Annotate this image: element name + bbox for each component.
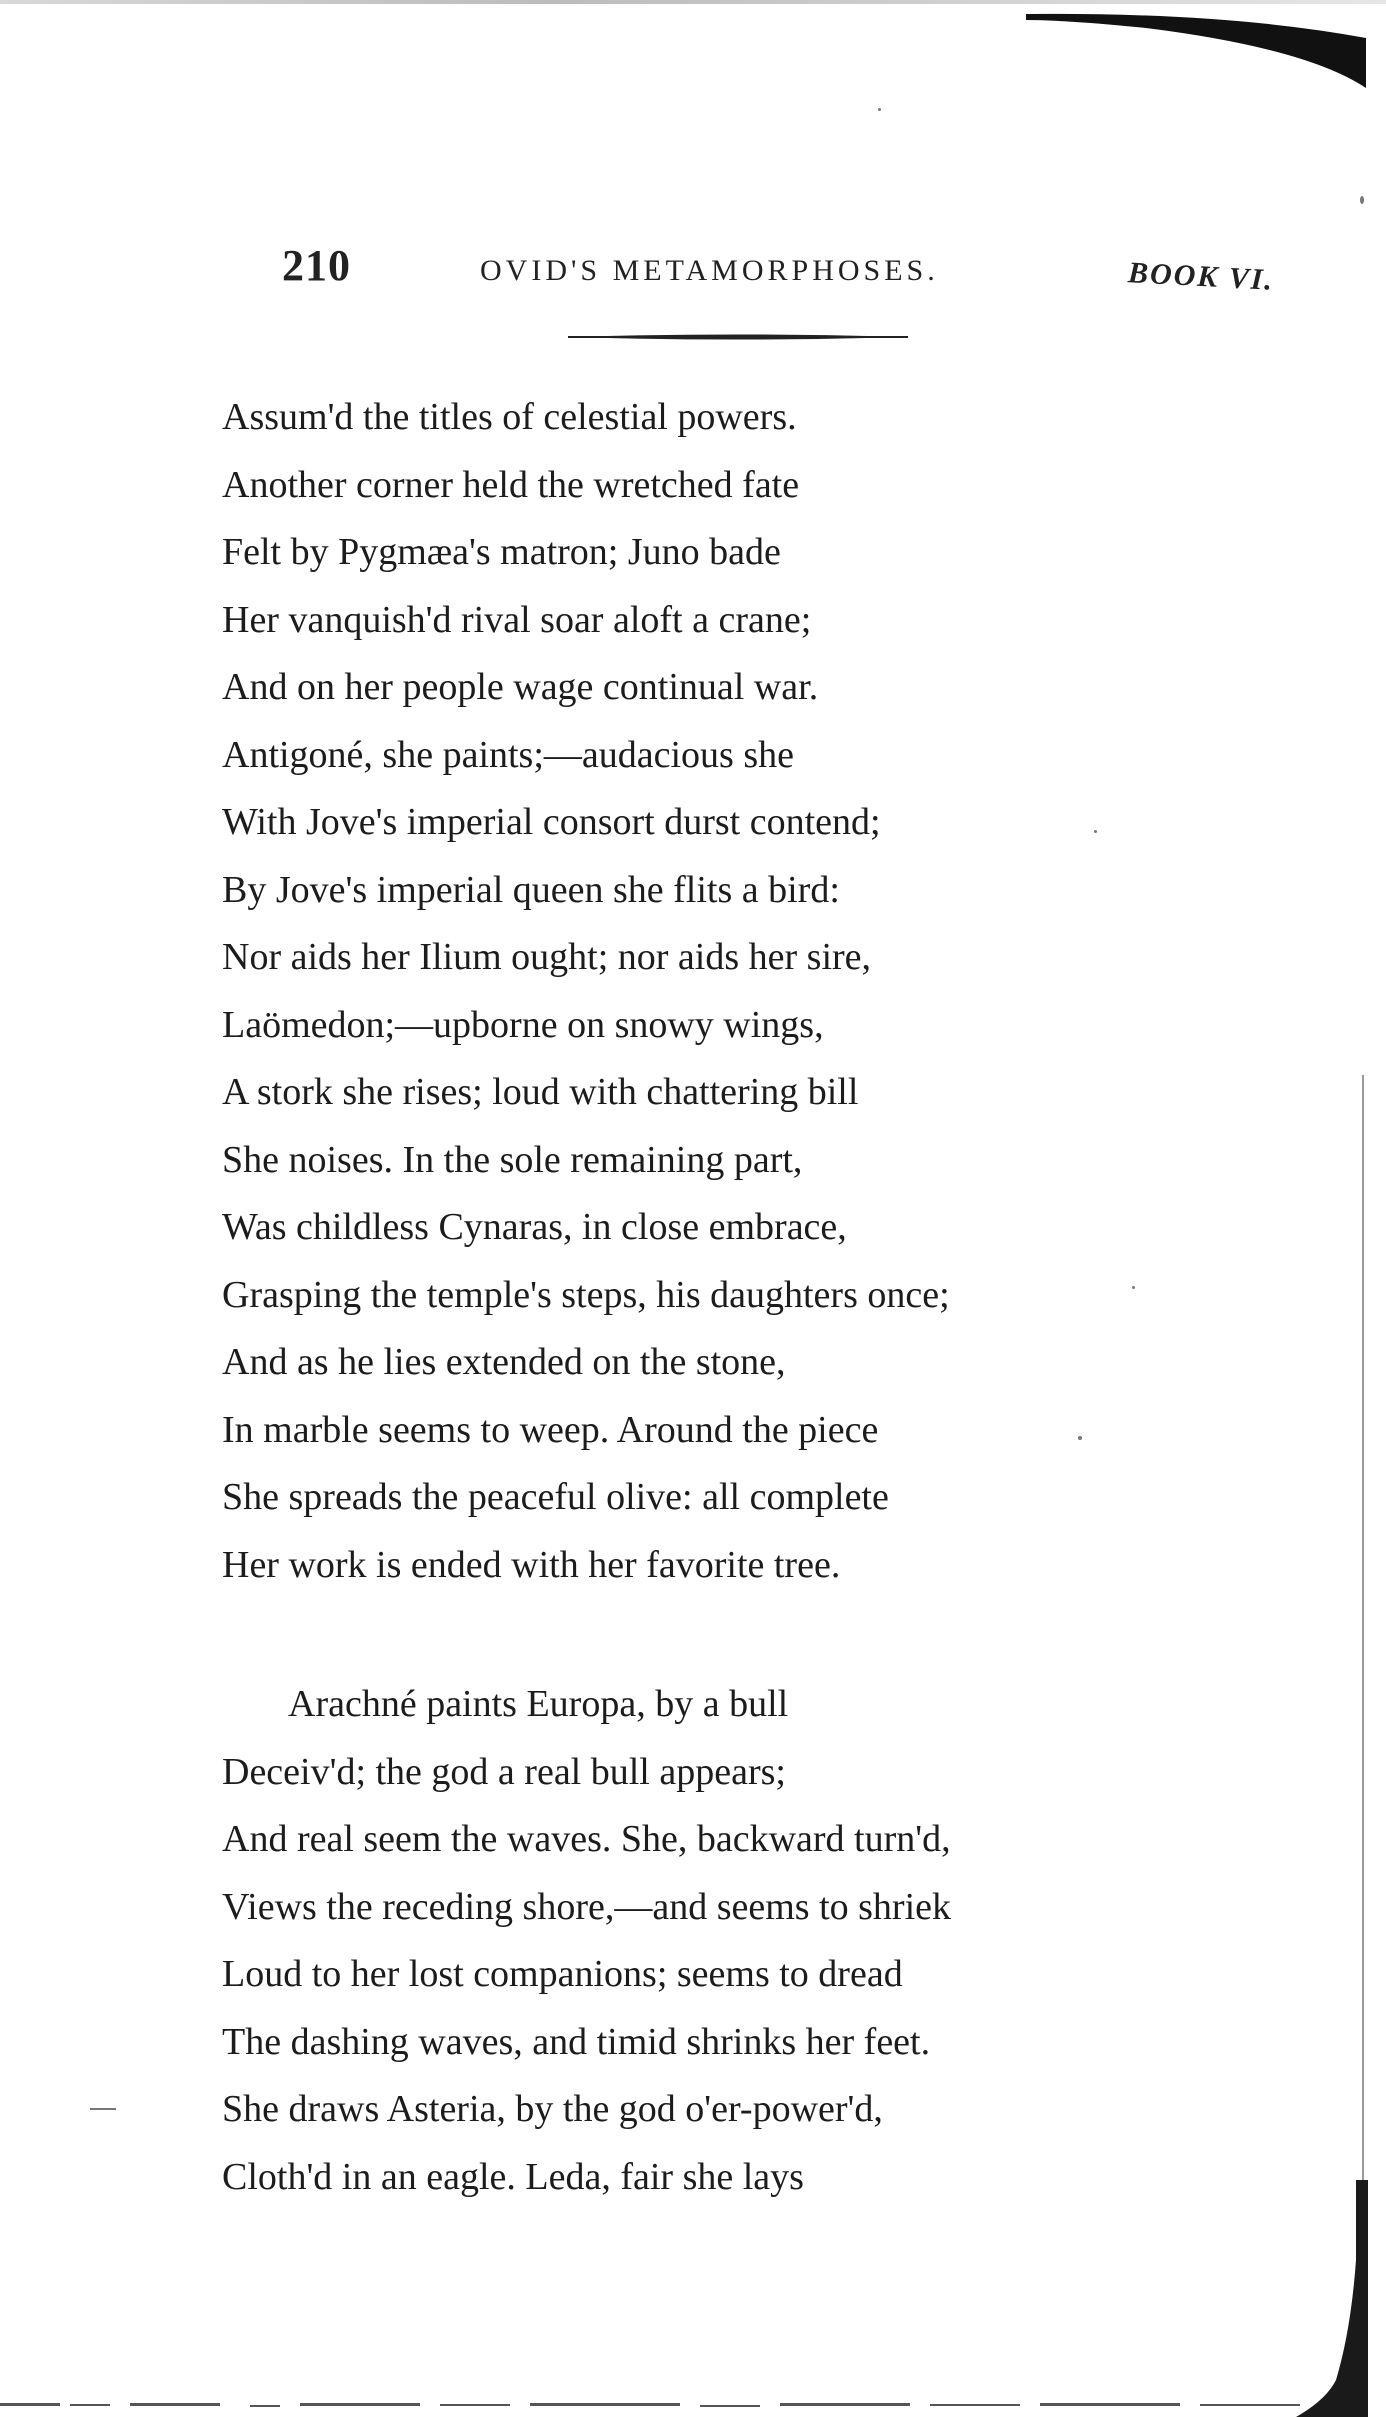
verse-line: Views the receding shore,—and seems to shriek <box>222 1885 952 1928</box>
verse-line: Her work is ended with her favorite tree. <box>222 1543 841 1586</box>
verse-line: Laömedon;—upborne on snowy wings, <box>222 1003 824 1046</box>
verse-line: A stork she rises; loud with chattering bill <box>222 1071 859 1113</box>
verse-line: Loud to her lost companions; seems to dread <box>222 1953 903 1995</box>
verse-line: Felt by Pygmæa's matron; Juno bade <box>222 531 781 573</box>
verse-line: And real seem the waves. She, backward turn'd, <box>222 1818 951 1860</box>
verse-line: And as he lies extended on the stone, <box>222 1341 786 1383</box>
verse-line: Nor aids her Ilium ought; nor aids her sire, <box>222 936 872 978</box>
verse-line: With Jove's imperial consort durst contend; <box>222 801 881 843</box>
verse-line: She spreads the peaceful olive: all complete <box>222 1476 889 1518</box>
book-label: BOOK VI. <box>1127 256 1275 297</box>
verse-line: In marble seems to weep. Around the piece <box>222 1408 879 1451</box>
poem-body <box>222 384 1222 2211</box>
speck <box>90 2108 116 2110</box>
verse-line: Arachné paints Europa, by a bull <box>288 1683 789 1725</box>
verse-line: And on her people wage continual war. <box>222 666 819 708</box>
verse-line: Another corner held the wretched fate <box>222 463 800 506</box>
verse-line: Deceiv'd; the god a real bull appears; <box>222 1750 786 1793</box>
verse-line: Antigoné, she paints;—audacious she <box>222 733 795 776</box>
stanza <box>222 1671 1222 2211</box>
verse-line: Cloth'd in an eagle. Leda, fair she lays <box>222 2155 804 2198</box>
scan-bottom-noise <box>0 2391 1386 2417</box>
verse-line: She draws Asteria, by the god o'er-power'd, <box>222 2088 883 2130</box>
verse-line: She noises. In the sole remaining part, <box>222 1138 803 1181</box>
page-number: 210 <box>282 241 351 290</box>
verse-line: Her vanquish'd rival soar aloft a crane; <box>222 598 812 641</box>
page-edge-shadow <box>1296 2180 1368 2417</box>
verse-line: Grasping the temple's steps, his daughters once; <box>222 1273 950 1316</box>
running-header <box>0 240 1386 300</box>
stanza-break <box>222 1599 1222 1671</box>
verse-line: Assum'd the titles of celestial powers. <box>222 396 797 438</box>
verse-line: Was childless Cynaras, in close embrace, <box>222 1206 847 1248</box>
header-rule <box>568 333 908 341</box>
verse-line: The dashing waves, and timid shrinks her feet. <box>222 2020 931 2063</box>
page-corner-shadow <box>1026 8 1366 88</box>
speck <box>1360 196 1364 204</box>
verse-line: By Jove's imperial queen she flits a bird: <box>222 868 840 911</box>
running-title: OVID'S METAMORPHOSES. <box>480 254 939 287</box>
stanza <box>222 384 1222 1599</box>
speck <box>878 108 881 111</box>
scan-top-edge <box>0 0 1386 4</box>
